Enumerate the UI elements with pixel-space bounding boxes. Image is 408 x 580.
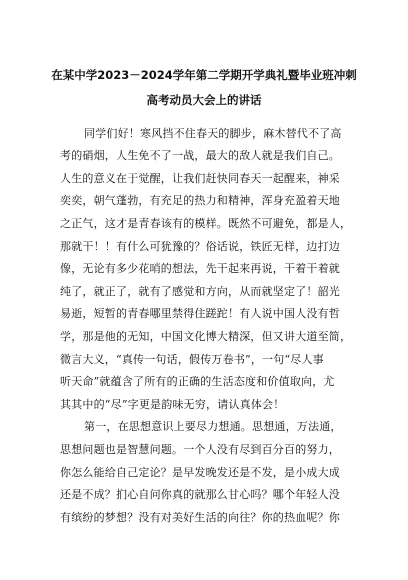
body-line: 其其中的“尽”字更是韵味无穷，请认真体会！ xyxy=(60,398,285,411)
body-line: 还是不成？扪心自问你真的就那么甘心吗？哪个年轻人没 xyxy=(60,488,340,501)
body-line: 第一，在思想意识上要尽力想通。思想通，万法通， xyxy=(84,420,342,433)
document-title-line-2: 高考动员大会上的讲话 xyxy=(146,93,262,107)
body-line: 听天命”就蕴含了所有的正确的生活态度和价值取向，尤 xyxy=(60,375,335,388)
body-line: 考的硝烟，人生免不了一战，最大的敌人就是我们自己。 xyxy=(60,149,340,162)
body-line: 同学们好！寒风挡不住春天的脚步，麻木替代不了高 xyxy=(84,127,342,140)
body-line: 之正气，这才是青春该有的模样。既然不可避免，都是人， xyxy=(60,217,352,230)
document-title-line-1: 在某中学2023－2024学年第二学期开学典礼暨毕业班冲刺 xyxy=(51,68,357,82)
body-line: 人生的意义在于觉醒，让我们赶快同春天一起醒来，神采 xyxy=(60,172,340,185)
body-line: 像，无论有多少花哨的想法，先干起来再说，干着干着就 xyxy=(60,262,340,275)
body-line: 你怎么能给自己定论？是早发晚发还是不发，是小成大成 xyxy=(60,466,340,479)
body-line: 微言大义，“真传一句话，假传万卷书”，一句“尽人事 xyxy=(60,353,324,366)
body-line: 奕奕，朝气蓬勃，有充足的热力和精神，浑身充盈着天地 xyxy=(60,194,340,207)
body-line: 易逝，短暂的青春哪里禁得住蹉跎！有人说中国人没有哲 xyxy=(60,307,340,320)
body-line: 思想问题也是智慧问题。一个人没有尽到百分百的努力， xyxy=(60,443,340,456)
body-line: 学，那是他的无知，中国文化博大精深，但又讲大道至简， xyxy=(60,330,352,343)
body-line: 那就干！！有什么可犹豫的？俗话说，铁匠无样，边打边 xyxy=(60,240,340,253)
body-line: 纯了，就正了，就有了感觉和方向，从而就坚定了！韶光 xyxy=(60,285,340,298)
body-line: 有缤纷的梦想？没有对美好生活的向往？你的热血呢？你 xyxy=(60,511,340,524)
